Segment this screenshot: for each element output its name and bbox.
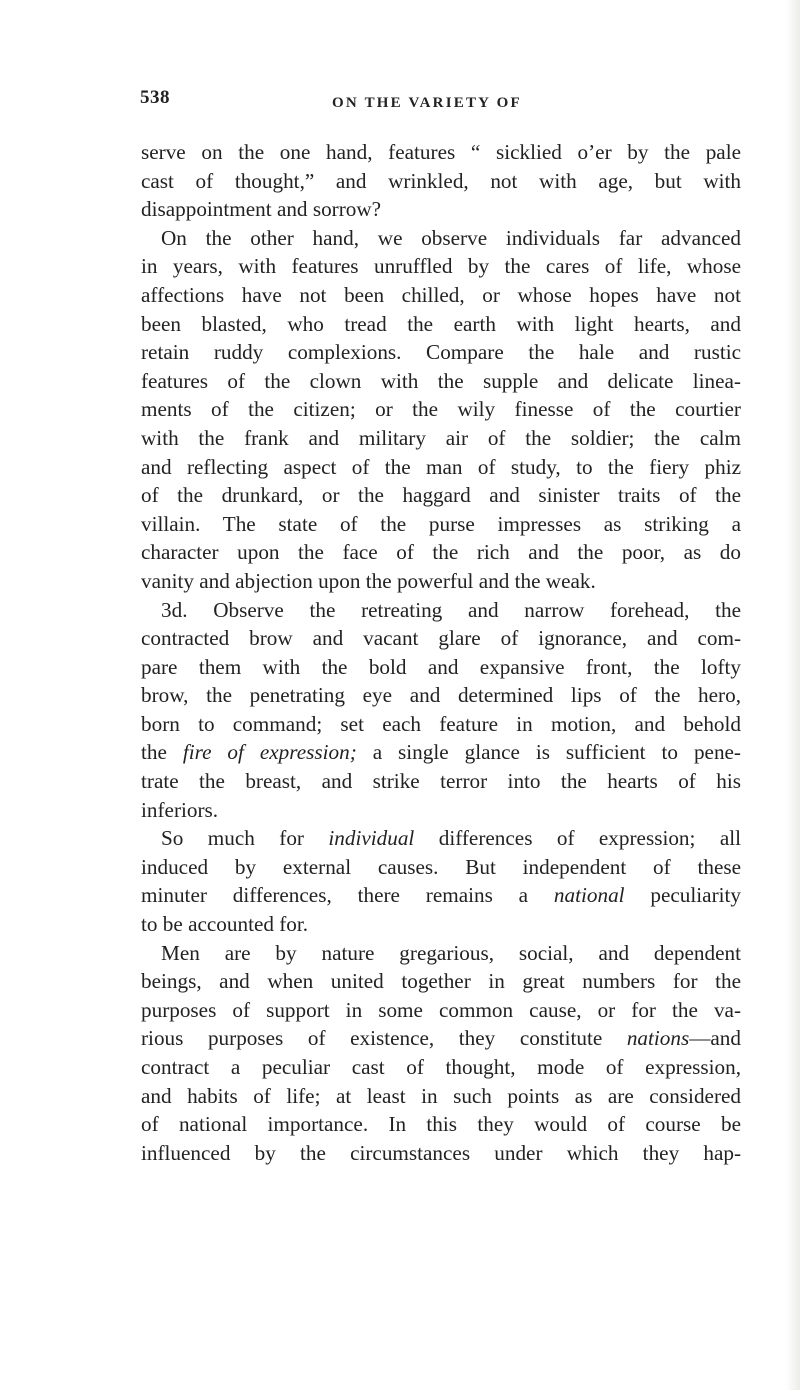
text-segment: —and	[689, 1026, 741, 1051]
italic-text: individual	[328, 826, 415, 851]
page-edge-shadow	[786, 0, 800, 1390]
text-line	[141, 424, 741, 453]
text-segment: contracted brow and vacant glare of ignorance, and com-	[141, 626, 741, 651]
text-segment: and habits of life; at least in such points as are considered	[141, 1083, 741, 1108]
text-segment: with the frank and military air of the soldier; the calm	[141, 425, 741, 450]
text-line	[141, 596, 741, 625]
text-segment: Men are by nature gregarious, social, and dependent	[161, 940, 741, 965]
text-line	[141, 538, 741, 567]
text-segment: born to command; set each feature in motion, and behold	[141, 711, 741, 736]
text-segment: brow, the penetrating eye and determined lips of the hero,	[141, 683, 741, 708]
text-segment: a single glance is sufficient to pene-	[356, 740, 741, 765]
text-segment: 3d. Observe the retreating and narrow forehead, the	[161, 597, 741, 622]
text-line	[141, 367, 741, 396]
text-line	[141, 624, 741, 653]
text-segment: ments of the citizen; or the wily finesse of the courtier	[141, 397, 741, 422]
text-line	[141, 395, 741, 424]
text-segment: induced by external causes. But independent of these	[141, 854, 741, 879]
text-line	[141, 681, 741, 710]
text-line	[141, 167, 741, 196]
text-line	[141, 939, 741, 968]
text-line	[141, 481, 741, 510]
text-segment: been blasted, who tread the earth with light hearts, and	[141, 311, 741, 336]
text-line	[141, 567, 741, 596]
running-head: ON THE VARIETY OF	[332, 95, 522, 111]
text-segment: villain. The state of the purse impresses as striking a	[141, 511, 741, 536]
text-line	[141, 1053, 741, 1082]
text-segment: the	[141, 740, 183, 765]
text-line	[141, 1024, 741, 1053]
text-line	[141, 1139, 741, 1168]
text-segment: purposes of support in some common cause, or for the va-	[141, 997, 741, 1022]
text-line	[141, 1082, 741, 1111]
text-line	[141, 510, 741, 539]
text-segment: trate the breast, and strike terror into the hearts of his	[141, 769, 741, 794]
text-line	[141, 281, 741, 310]
text-line	[141, 310, 741, 339]
text-segment: peculiarity	[624, 883, 741, 908]
text-segment: influenced by the circumstances under which they hap-	[141, 1140, 741, 1165]
body-text	[141, 138, 741, 1167]
text-segment: features of the clown with the supple and delicate linea-	[141, 368, 741, 393]
text-segment: disappointment and sorrow?	[141, 197, 382, 222]
text-segment: differences of expression; all	[414, 826, 741, 851]
text-line	[141, 710, 741, 739]
text-segment: retain ruddy complexions. Compare the hale and rustic	[141, 340, 741, 365]
text-line	[141, 824, 741, 853]
page-number: 538	[140, 87, 170, 108]
text-line	[141, 738, 741, 767]
text-line	[141, 338, 741, 367]
text-segment: contract a peculiar cast of thought, mode of expression,	[141, 1055, 741, 1079]
text-line	[141, 881, 741, 910]
text-segment: affections have not been chilled, or whose hopes have not	[141, 282, 741, 307]
text-line	[141, 1110, 741, 1139]
text-line	[141, 224, 741, 253]
text-segment: to be accounted for.	[141, 912, 309, 937]
italic-text: nations	[626, 1026, 690, 1051]
text-line	[141, 767, 741, 796]
text-line	[141, 996, 741, 1025]
text-segment: of the drunkard, or the haggard and sinister traits of the	[141, 483, 741, 508]
text-segment: minuter differences, there remains a	[141, 883, 554, 908]
text-segment: vanity and abjection upon the powerful and the weak.	[141, 568, 596, 593]
text-segment: pare them with the bold and expansive front, the lofty	[141, 654, 741, 679]
text-line	[141, 910, 741, 939]
italic-text: fire of expression;	[182, 740, 357, 765]
text-line	[141, 138, 741, 167]
text-line	[141, 252, 741, 281]
text-segment: of national importance. In this they would of course be	[141, 1112, 741, 1137]
text-segment: beings, and when united together in great numbers for the	[141, 969, 741, 994]
text-segment: inferiors.	[141, 797, 219, 822]
text-line	[141, 967, 741, 996]
text-segment: On the other hand, we observe individuals far advanced	[161, 225, 741, 250]
text-segment: serve on the one hand, features “ sicklied o’er by the pale	[141, 140, 741, 164]
text-segment: cast of thought,” and wrinkled, not with age, but with	[141, 168, 741, 193]
italic-text: national	[553, 883, 625, 908]
text-segment: So much for	[161, 826, 329, 851]
text-segment: rious purposes of existence, they constitute	[141, 1026, 627, 1051]
text-line	[141, 453, 741, 482]
text-line	[141, 653, 741, 682]
text-line	[141, 796, 741, 825]
text-segment: in years, with features unruffled by the cares of life, whose	[141, 254, 741, 279]
text-line	[141, 853, 741, 882]
text-segment: character upon the face of the rich and the poor, as do	[141, 540, 741, 565]
text-line	[141, 195, 741, 224]
text-segment: and reflecting aspect of the man of study, to the fiery phiz	[141, 454, 741, 479]
